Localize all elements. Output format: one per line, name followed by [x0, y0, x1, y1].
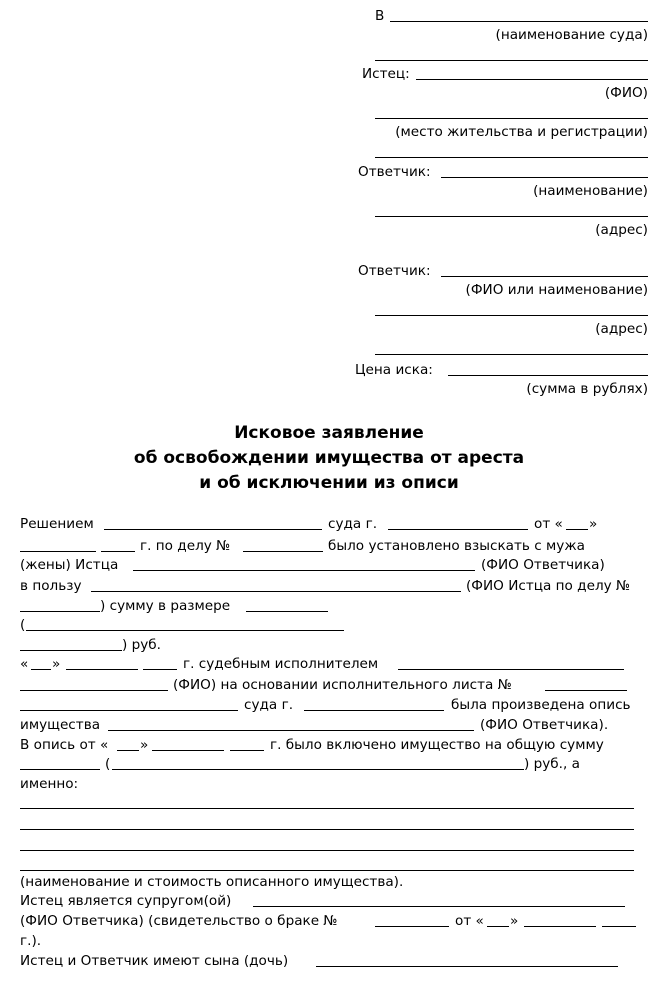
blank-line: [108, 730, 474, 731]
court-address-line: [375, 60, 648, 61]
defendant1-name-line: [441, 177, 648, 178]
body-text: от «: [534, 516, 563, 532]
blank-line: [398, 669, 624, 670]
claim-price-label: Цена иска:: [355, 362, 433, 378]
blank-line: [230, 750, 264, 751]
court-name-line: [390, 21, 648, 22]
defendant1-address-line: [375, 216, 648, 217]
blank-line: [253, 906, 625, 907]
body-text: (: [20, 617, 26, 633]
plaintiff-extra-line: [375, 157, 648, 158]
defendant2-name-line: [441, 276, 648, 277]
blank-line: [20, 611, 100, 612]
body-text: (: [105, 756, 111, 772]
body-text: »: [52, 656, 61, 672]
body-text: была произведена опись: [451, 697, 631, 713]
blank-line: [20, 769, 100, 770]
body-text: ) руб., а: [524, 756, 580, 772]
plaintiff-address-caption: (место жительства и регистрации): [395, 124, 648, 140]
blank-line: [545, 690, 627, 691]
body-text: (ФИО Истца по делу №: [466, 578, 631, 594]
blank-line: [20, 850, 634, 851]
blank-line: [112, 769, 524, 770]
blank-line: [31, 669, 51, 670]
blank-line: [143, 669, 177, 670]
blank-line: [133, 570, 475, 571]
body-text: (наименование и стоимость описанного имущества).: [20, 874, 404, 890]
body-text: «: [20, 656, 29, 672]
blank-line: [524, 926, 596, 927]
defendant2-label: Ответчик:: [358, 263, 431, 279]
blank-line: [316, 966, 618, 967]
body-text: в пользу: [20, 578, 82, 594]
body-text: суда г.: [328, 516, 378, 532]
body-text: »: [140, 737, 149, 753]
blank-line: [246, 611, 328, 612]
defendant1-label: Ответчик:: [358, 164, 431, 180]
body-text: (жены) Истца: [20, 557, 119, 573]
blank-line: [104, 529, 322, 530]
claim-price-line: [448, 375, 648, 376]
title-line-1: Исковое заявление: [234, 423, 424, 443]
blank-line: [20, 710, 238, 711]
body-text: (ФИО Ответчика) (свидетельство о браке №: [20, 913, 338, 929]
body-text: от «: [455, 913, 484, 929]
body-text: »: [589, 516, 598, 532]
body-text: г. по делу №: [140, 538, 231, 554]
defendant2-address-line: [375, 315, 648, 316]
defendant2-name-caption: (ФИО или наименование): [465, 282, 648, 298]
blank-line: [375, 926, 449, 927]
blank-line: [66, 669, 138, 670]
defendant1-name-caption: (наименование): [533, 183, 648, 199]
court-name-caption: (наименование суда): [495, 27, 648, 43]
blank-line: [20, 829, 634, 830]
plaintiff-name-line: [416, 79, 648, 80]
blank-line: [101, 551, 135, 552]
blank-line: [602, 926, 636, 927]
body-text: (ФИО Ответчика): [481, 557, 605, 573]
title-line-3: и об исключении из описи: [199, 473, 459, 493]
body-text: Решением: [20, 516, 94, 532]
defendant1-address-caption: (адрес): [595, 222, 648, 238]
blank-line: [20, 551, 96, 552]
plaintiff-label: Истец:: [362, 66, 410, 82]
blank-line: [91, 591, 461, 592]
body-text: (ФИО Ответчика).: [480, 717, 609, 733]
body-text: суда г.: [244, 697, 294, 713]
body-text: имущества: [20, 717, 101, 733]
blank-line: [20, 870, 634, 871]
blank-line: [152, 750, 224, 751]
body-text: Истец является супругом(ой): [20, 893, 232, 909]
court-prefix: В: [375, 8, 385, 24]
title-line-2: об освобождении имущества от ареста: [133, 448, 525, 468]
body-text: »: [510, 913, 519, 929]
body-text: В опись от «: [20, 737, 109, 753]
blank-line: [304, 710, 444, 711]
body-text: г. судебным исполнителем: [183, 656, 379, 672]
blank-line: [243, 551, 323, 552]
plaintiff-address-line: [375, 118, 648, 119]
blank-line: [20, 808, 634, 809]
blank-line: [20, 690, 168, 691]
blank-line: [566, 529, 588, 530]
body-text: ) руб.: [122, 637, 162, 653]
body-text: (ФИО) на основании исполнительного листа №: [173, 677, 512, 693]
blank-line: [20, 650, 122, 651]
defendant2-address-caption: (адрес): [595, 321, 648, 337]
defendant2-extra-line: [375, 354, 648, 355]
claim-price-caption: (сумма в рублях): [526, 381, 648, 397]
body-text: г.).: [20, 933, 42, 949]
blank-line: [117, 750, 139, 751]
body-text: было установлено взыскать с мужа: [328, 538, 585, 554]
blank-line: [487, 926, 509, 927]
body-text: ) сумму в размере: [100, 598, 231, 614]
body-text: г. было включено имущество на общую сумму: [270, 737, 604, 753]
blank-line: [26, 630, 344, 631]
body-text: Истец и Ответчик имеют сына (дочь): [20, 953, 289, 969]
plaintiff-name-caption: (ФИО): [604, 85, 648, 101]
body-text: именно:: [20, 776, 79, 792]
blank-line: [388, 529, 528, 530]
